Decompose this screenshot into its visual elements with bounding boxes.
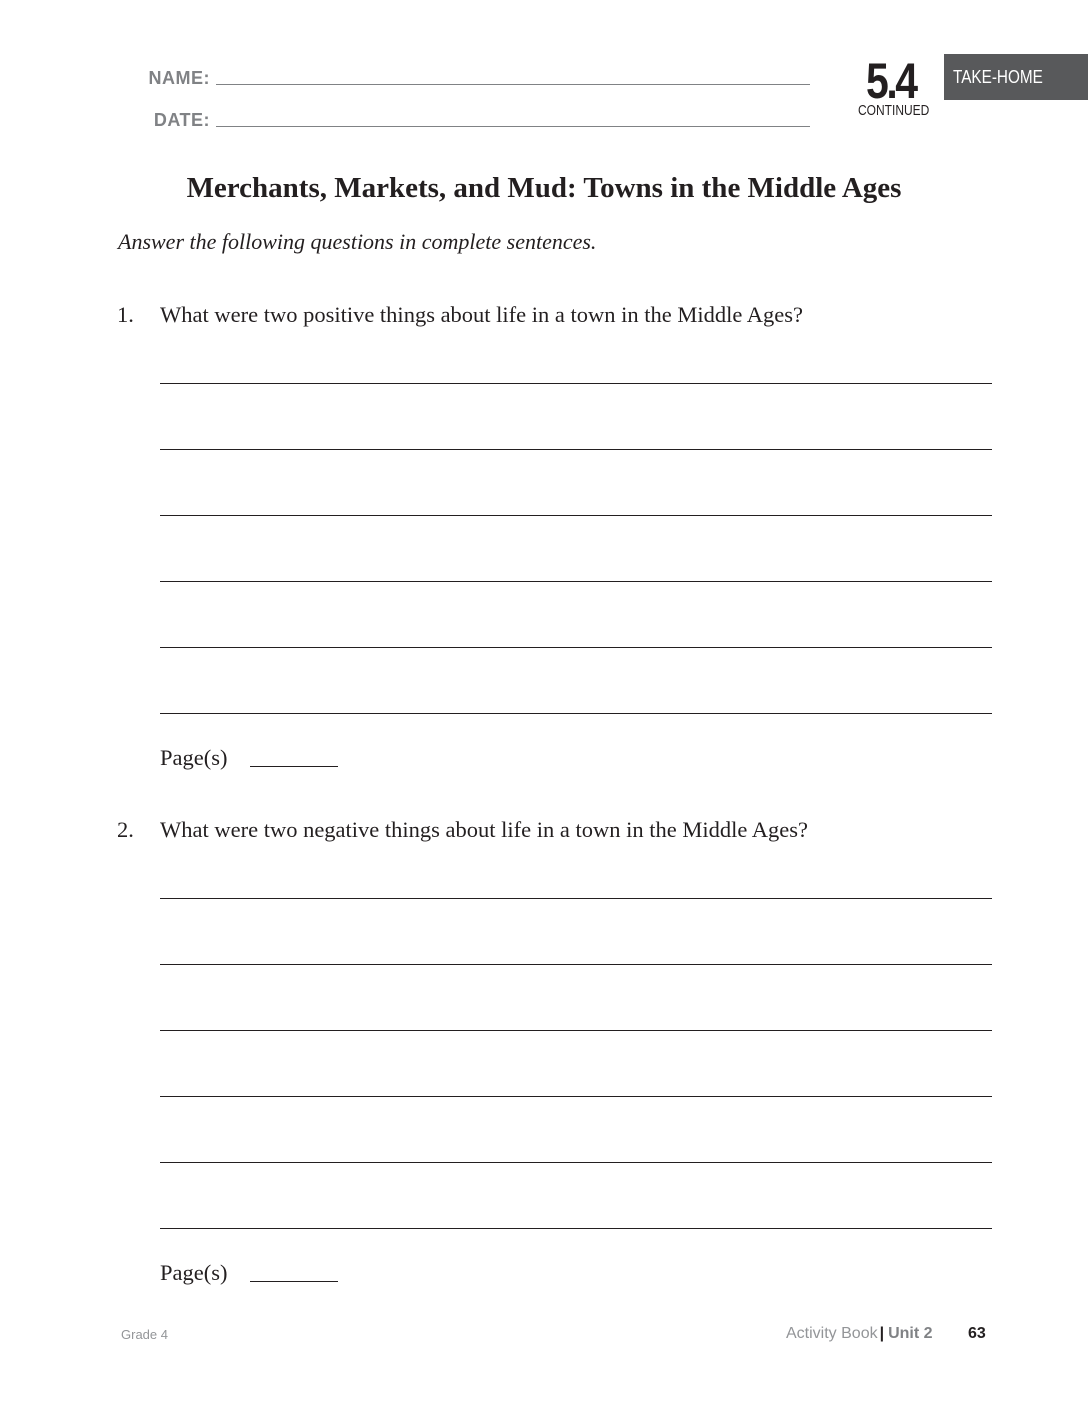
question-number: 1.	[117, 302, 134, 327]
answer-line[interactable]	[160, 1228, 992, 1229]
worksheet-title: Merchants, Markets, and Mud: Towns in the Middle Ages	[186, 172, 902, 204]
footer-book-info	[786, 1325, 933, 1343]
instructions: Answer the following questions in complete sentences.	[118, 229, 597, 254]
question-text: What were two negative things about life in a town in the Middle Ages?	[160, 817, 808, 842]
date-label: DATE:	[153, 110, 210, 130]
footer-unit: Unit 2	[888, 1325, 933, 1342]
take-home-tab	[944, 54, 1088, 100]
answer-line[interactable]	[160, 964, 992, 965]
answer-line[interactable]	[160, 1096, 992, 1097]
answer-line[interactable]	[160, 898, 992, 899]
answer-line[interactable]	[160, 1030, 992, 1031]
answer-line[interactable]	[160, 383, 992, 384]
footer-grade: Grade 4	[121, 1327, 168, 1342]
continued-label: CONTINUED	[858, 102, 930, 119]
answer-line[interactable]	[160, 449, 992, 450]
answer-line[interactable]	[160, 1162, 992, 1163]
take-home-label: TAKE-HOME	[953, 67, 1043, 87]
question-text: What were two positive things about life in a town in the Middle Ages?	[160, 302, 803, 327]
lesson-number: 5.4	[866, 53, 916, 109]
pages-field[interactable]	[250, 1281, 338, 1282]
pages-label: Page(s)	[160, 745, 228, 770]
name-label: NAME:	[148, 68, 210, 88]
answer-line[interactable]	[160, 647, 992, 648]
answer-line[interactable]	[160, 515, 992, 516]
page-number: 63	[968, 1325, 986, 1342]
question-number: 2.	[117, 817, 134, 842]
answer-line[interactable]	[160, 581, 992, 582]
name-field[interactable]	[216, 84, 810, 85]
pages-label: Page(s)	[160, 1260, 228, 1285]
answer-line[interactable]	[160, 713, 992, 714]
date-field[interactable]	[216, 126, 810, 127]
footer-book: Activity Book	[786, 1325, 878, 1342]
pages-field[interactable]	[250, 766, 338, 767]
footer-separator: |	[879, 1325, 885, 1342]
